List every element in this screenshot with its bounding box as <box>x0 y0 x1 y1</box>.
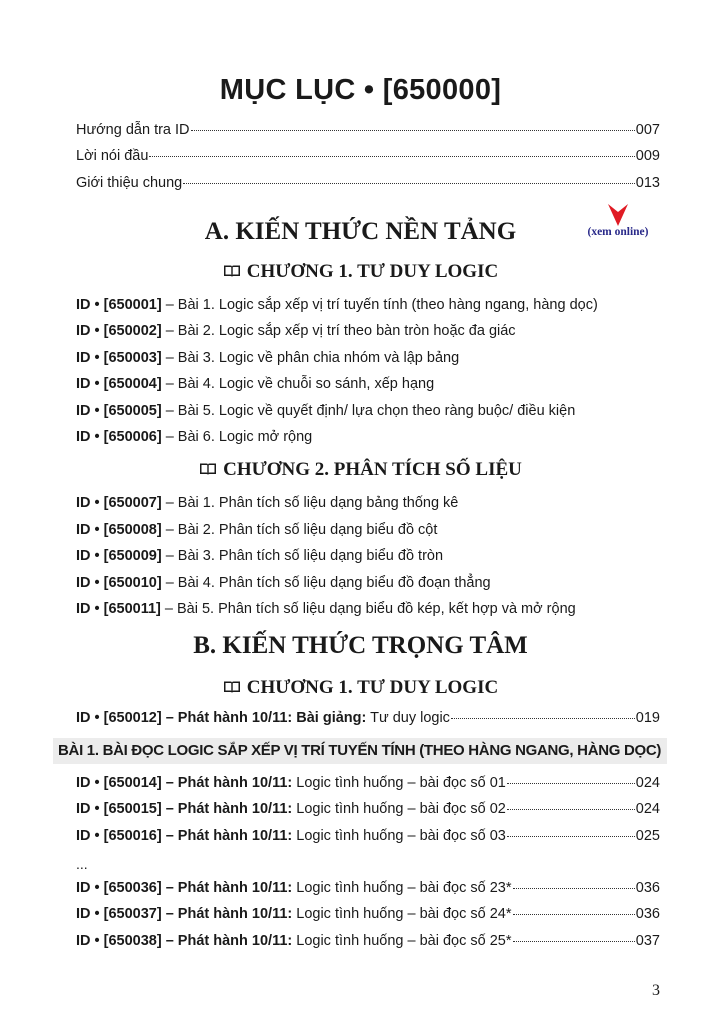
lesson-text: – Bài 5. Logic về quyết định/ lựa chọn theo ràng buộc/ điều kiện <box>161 403 576 419</box>
lesson-id: ID • [650004] <box>76 376 162 392</box>
toc-label <box>76 933 512 949</box>
toc-page: 024 <box>635 775 660 791</box>
lesson-id: ID • [650011] <box>76 601 161 617</box>
lesson-text: – Bài 2. Phân tích số liệu dạng biểu đồ cột <box>161 522 438 538</box>
lesson-link[interactable] <box>76 297 598 313</box>
lesson-id: ID • [650009] <box>76 548 162 564</box>
toc-page: 025 <box>635 828 660 844</box>
chapter-title <box>0 459 721 481</box>
lesson-id: ID • [650001] <box>76 297 162 313</box>
dot-leader <box>513 941 635 942</box>
lecture-row[interactable] <box>76 710 660 732</box>
lesson-text: – Bài 1. Logic sắp xếp vị trí tuyến tính (theo hàng ngang, hàng dọc) <box>161 297 598 313</box>
dot-leader <box>507 809 635 810</box>
entry-text: Logic tình huống – bài đọc số 23* <box>292 880 512 896</box>
entry-id: ID • [650016] – Phát hành 10/11: <box>76 828 293 844</box>
toc-label <box>76 828 506 844</box>
toc-page: 019 <box>635 710 660 726</box>
lesson-text: – Bài 2. Logic sắp xếp vị trí theo bàn tròn hoặc đa giác <box>161 323 516 339</box>
dot-leader <box>507 783 635 784</box>
page-title: MỤC LỤC • [650000] <box>219 74 502 106</box>
lesson-text: – Bài 3. Phân tích số liệu dạng biểu đồ tròn <box>161 548 444 564</box>
lesson-link[interactable] <box>76 429 312 445</box>
chapter-title-text: CHƯƠNG 1. TƯ DUY LOGIC <box>246 261 499 282</box>
lesson-link[interactable] <box>76 575 491 591</box>
lesson-link[interactable] <box>76 548 443 564</box>
lesson-id: ID • [650005] <box>76 403 162 419</box>
xem-online-label: (xem online) <box>587 226 649 238</box>
toc-row-front-matter[interactable] <box>76 175 660 197</box>
lesson-link[interactable] <box>76 350 459 366</box>
toc-label <box>76 880 512 896</box>
lesson-link[interactable] <box>76 601 576 617</box>
toc-entry[interactable] <box>76 906 660 928</box>
toc-label: Lời nói đầu <box>76 148 149 164</box>
chapter-title <box>0 677 721 699</box>
toc-label <box>76 801 506 817</box>
entry-id: ID • [650014] – Phát hành 10/11: <box>76 775 293 791</box>
lesson-link[interactable] <box>76 522 437 538</box>
toc-row-front-matter[interactable] <box>76 122 660 144</box>
open-book-icon <box>199 462 217 476</box>
toc-label <box>76 906 512 922</box>
chapter-title <box>0 261 721 283</box>
entry-text: Logic tình huống – bài đọc số 03 <box>292 828 506 844</box>
lesson-id: ID • [650006] <box>76 429 162 445</box>
red-arrow-down-icon <box>607 203 629 227</box>
lecture-id: ID • [650012] – Phát hành 10/11: Bài giảng: <box>76 710 367 726</box>
subsection-header: BÀI 1. BÀI ĐỌC LOGIC SẮP XẾP VỊ TRÍ TUYẾN TÍNH (THEO HÀNG NGANG, HÀNG DỌC) <box>53 738 667 764</box>
lesson-link[interactable] <box>76 323 516 339</box>
dot-leader <box>513 888 635 889</box>
entry-text: Logic tình huống – bài đọc số 24* <box>292 906 512 922</box>
open-book-icon <box>223 680 241 694</box>
toc-page: 024 <box>635 801 660 817</box>
toc-page: 009 <box>635 148 660 164</box>
toc-page: 036 <box>635 906 660 922</box>
lesson-text: – Bài 3. Logic về phân chia nhóm và lập bảng <box>161 350 460 366</box>
dot-leader <box>513 914 635 915</box>
toc-row-front-matter[interactable] <box>76 148 660 170</box>
lesson-text: – Bài 6. Logic mở rộng <box>161 429 313 445</box>
lesson-id: ID • [650008] <box>76 522 162 538</box>
dot-leader <box>507 836 635 837</box>
toc-entry[interactable] <box>76 880 660 902</box>
toc-page: 036 <box>635 880 660 896</box>
dot-leader <box>149 156 634 157</box>
chapter-title-text: CHƯƠNG 2. PHÂN TÍCH SỐ LIỆU <box>223 459 522 480</box>
lesson-link[interactable] <box>76 376 434 392</box>
dot-leader <box>183 183 635 184</box>
toc-label: Hướng dẫn tra ID <box>76 122 190 138</box>
toc-entry[interactable] <box>76 801 660 823</box>
entry-id: ID • [650037] – Phát hành 10/11: <box>76 906 293 922</box>
lecture-text: Tư duy logic <box>366 710 450 726</box>
toc-page: 037 <box>635 933 660 949</box>
lesson-text: – Bài 5. Phân tích số liệu dạng biểu đồ kép, kết hợp và mở rộng <box>160 601 576 617</box>
lesson-id: ID • [650003] <box>76 350 162 366</box>
ellipsis: ... <box>76 856 88 872</box>
toc-entry[interactable] <box>76 828 660 850</box>
dot-leader <box>451 718 635 719</box>
entry-id: ID • [650015] – Phát hành 10/11: <box>76 801 293 817</box>
lesson-text: – Bài 4. Phân tích số liệu dạng biểu đồ đoạn thẳng <box>161 575 491 591</box>
lesson-text: – Bài 4. Logic về chuỗi so sánh, xếp hạng <box>161 376 435 392</box>
entry-id: ID • [650038] – Phát hành 10/11: <box>76 933 293 949</box>
toc-page: 013 <box>635 175 660 191</box>
toc-page: 007 <box>635 122 660 138</box>
page-number: 3 <box>652 982 660 999</box>
toc-entry[interactable] <box>76 775 660 797</box>
lesson-id: ID • [650002] <box>76 323 162 339</box>
entry-text: Logic tình huống – bài đọc số 25* <box>292 933 512 949</box>
toc-label: Giới thiệu chung <box>76 175 183 191</box>
open-book-icon <box>223 264 241 278</box>
chapter-title-text: CHƯƠNG 1. TƯ DUY LOGIC <box>246 677 499 698</box>
section-title-b: B. KIẾN THỨC TRỌNG TÂM <box>193 632 528 659</box>
toc-label <box>76 710 450 726</box>
section-title-a: A. KIẾN THỨC NỀN TẢNG <box>204 218 517 245</box>
xem-online-link[interactable] <box>578 203 658 238</box>
toc-entry[interactable] <box>76 933 660 955</box>
entry-text: Logic tình huống – bài đọc số 02 <box>292 801 506 817</box>
lesson-id: ID • [650010] <box>76 575 162 591</box>
toc-label <box>76 775 506 791</box>
lesson-id: ID • [650007] <box>76 495 162 511</box>
entry-text: Logic tình huống – bài đọc số 01 <box>292 775 506 791</box>
lesson-link[interactable] <box>76 495 458 511</box>
entry-id: ID • [650036] – Phát hành 10/11: <box>76 880 293 896</box>
lesson-link[interactable] <box>76 403 575 419</box>
lesson-text: – Bài 1. Phân tích số liệu dạng bảng thống kê <box>161 495 459 511</box>
dot-leader <box>191 130 635 131</box>
